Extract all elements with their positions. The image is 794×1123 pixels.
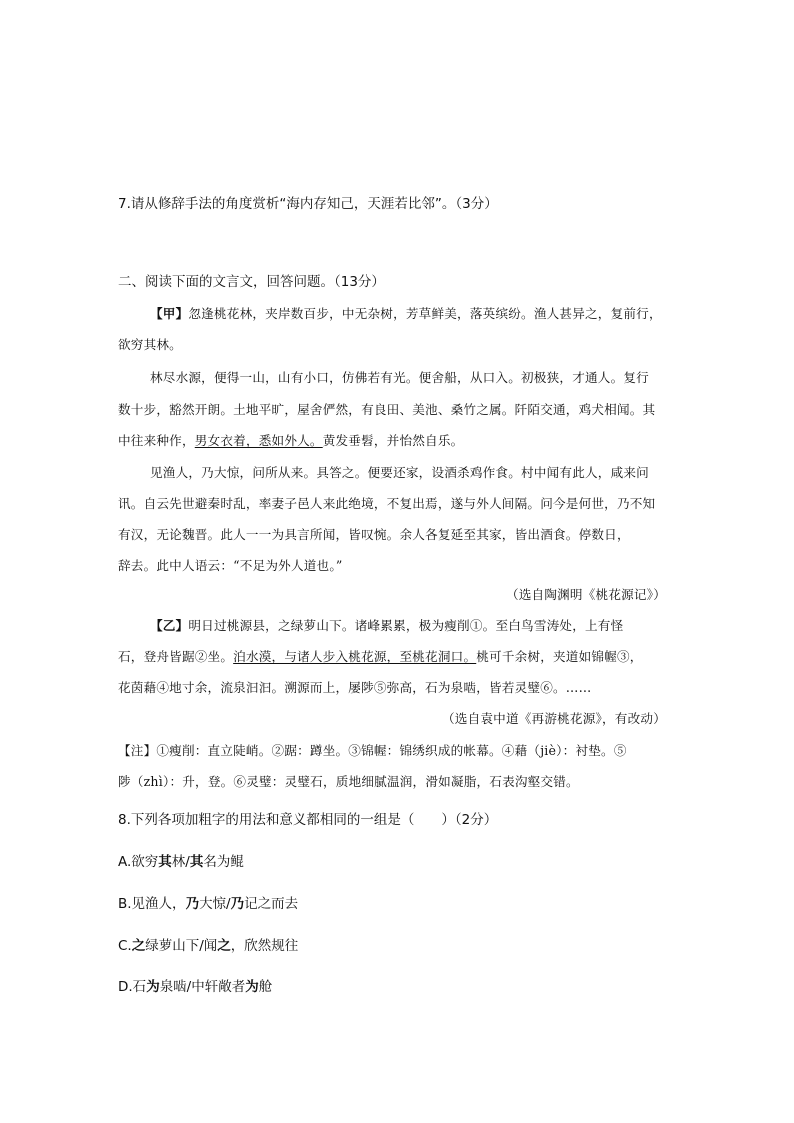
- yi-line-2: [118, 646, 643, 665]
- bold-char: 乃: [185, 896, 200, 912]
- jia-text-5b: 黄发垂髫，并怡然自乐。: [322, 433, 464, 448]
- jia-line-9: 辞去。此中人语云：“不足为外人道也。”: [118, 558, 343, 573]
- bold-char: 之: [217, 938, 231, 954]
- bold-char: 其: [189, 854, 204, 870]
- jia-line-7: 讯。自云先世避秦时乱，率妻子邑人来此绝境，不复出焉，遂与外人间隔。问今是何世，乃不知: [118, 496, 656, 511]
- option-a: A.欲穷其林/其名为鲲: [118, 854, 244, 870]
- bold-char: 之: [131, 938, 146, 954]
- bold-char: 为: [146, 979, 160, 995]
- jia-line-2: 欲穷其林。: [118, 337, 182, 352]
- jia-line-8: 有汉，无论魏晋。此人一一为具言所闻，皆叹惋。余人各复延至其家，皆出酒食。停数日，: [118, 527, 630, 542]
- jia-label: 【甲】: [150, 306, 189, 321]
- jia-line-4: 数十步，豁然开朗。土地平旷，屋舍俨然，有良田、美池、桑竹之属。阡陌交通，鸡犬相闻。其: [118, 402, 656, 417]
- yi-line-3: 花茵藉④地寸余，流泉汩汩。溯源而上，屡陟⑤弥高，石为泉啮，皆若灵璧⑥。……: [118, 680, 592, 695]
- jia-underlined-sentence: 男女衣着，悉如外人。: [194, 433, 323, 448]
- yi-source: （选自袁中道《再游桃花源》，有改动）: [442, 711, 666, 726]
- jia-line-6: 见渔人，乃大惊，问所从来。具答之。便要还家，设酒杀鸡作食。村中闻有此人，咸来问: [150, 465, 649, 480]
- option-b: B.见渔人，乃大惊/乃记之而去: [118, 896, 299, 912]
- section-2-heading: 二、阅读下面的文言文，回答问题。（13分）: [118, 274, 385, 290]
- bold-char: 乃: [230, 896, 245, 912]
- jia-line-3: 林尽水源，便得一山，山有小口，仿佛若有光。便舍船，从口入。初极狭，才通人。复行: [150, 370, 649, 385]
- jia-text-1: 忽逢桃花林，夹岸数百步，中无杂树，芳草鲜美，落英缤纷。渔人甚异之，复前行，: [188, 306, 662, 321]
- jia-text-5a: 中往来种作，: [118, 433, 195, 448]
- bold-char: 其: [158, 854, 172, 870]
- bold-char: 为: [245, 979, 259, 995]
- yi-underlined-sentence: 泊水漠，与诸人步入桃花源，至桃花洞口。: [233, 649, 477, 664]
- yi-label: 【乙】: [150, 618, 189, 633]
- jia-line-5: [118, 430, 463, 449]
- notes-line-1: 【注】①瘦削：直立陡峭。②踞：蹲坐。③锦幄：锦绣织成的帐幕。④藉（jiè）：衬垫。⑤: [118, 743, 627, 758]
- question-8-stem: 8.下列各项加粗字的用法和意义都相同的一组是（ ）（2分）: [118, 812, 498, 828]
- jia-line-1: [150, 303, 662, 322]
- notes-line-2: 陟（zhì）：升，登。⑥灵璧：灵璧石，质地细腻温润，滑如凝脂，石表沟壑交错。: [118, 774, 579, 789]
- yi-line-1: [150, 615, 623, 634]
- option-c: C.之绿萝山下/闻之，欣然规往: [118, 938, 299, 954]
- yi-text-2b: 桃可千余树，夹道如锦幄③，: [476, 649, 643, 664]
- jia-source: （选自陶渊明《桃花源记》）: [505, 587, 666, 602]
- question-7: 7.请从修辞手法的角度赏析“海内存知己，天涯若比邻”。（3分）: [118, 196, 498, 212]
- yi-text-2a: 石，登舟皆踞②坐。: [118, 649, 234, 664]
- option-d: D.石为泉啮/中轩敞者为舱: [118, 979, 273, 995]
- yi-text-1: 明日过桃源县，之绿萝山下。诸峰累累，极为瘦削①。至白鸟雪涛处，上有怪: [188, 618, 624, 633]
